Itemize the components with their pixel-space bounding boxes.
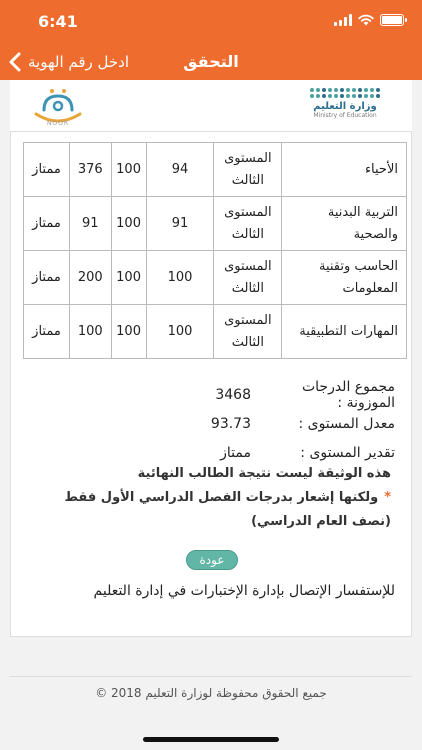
table-row — [24, 143, 407, 197]
status-bar — [0, 0, 422, 44]
note-line-2-text: ولكنها إشعار بدرجات الفصل الدراسي الأول فقط — [64, 490, 379, 505]
grade-cell: ممتاز — [24, 251, 70, 305]
nav-title: التحقق — [183, 52, 239, 71]
total-value: 3468 — [215, 386, 251, 403]
level-cell: المستوى الثالث — [214, 305, 282, 359]
note-line-2 — [21, 486, 391, 510]
summary-section — [23, 380, 395, 467]
average-label: معدل المستوى : — [298, 415, 395, 432]
wifi-icon — [358, 14, 374, 26]
status-icons — [334, 14, 404, 26]
results-card — [10, 132, 412, 637]
max-score-cell: 100 — [111, 305, 146, 359]
subject-cell: التربية البدنية والصحية — [282, 197, 407, 251]
status-time: 6:41 — [38, 12, 78, 31]
notes-section — [21, 462, 391, 534]
average-value: 93.73 — [210, 415, 251, 432]
max-score-cell: 100 — [111, 143, 146, 197]
subject-cell: المهارات التطبيقية — [282, 305, 407, 359]
grades-table — [23, 142, 407, 359]
ministry-logo — [300, 88, 390, 119]
table-row — [24, 305, 407, 359]
summary-row-average — [23, 409, 395, 438]
ministry-name-en: Ministry of Education — [313, 112, 377, 119]
score-cell: 91 — [146, 197, 214, 251]
score-cell: 94 — [146, 143, 214, 197]
subject-cell: الأحياء — [282, 143, 407, 197]
max-score-cell: 100 — [111, 197, 146, 251]
score-cell: 100 — [146, 305, 214, 359]
ministry-name: وزارة التعليم — [313, 101, 377, 112]
back-button[interactable]: عودة — [186, 550, 238, 570]
weighted-total-cell: 100 — [69, 305, 111, 359]
table-row — [24, 251, 407, 305]
grade-cell: ممتاز — [24, 143, 70, 197]
page-header — [10, 80, 412, 132]
footer-copyright: جميع الحقوق محفوظة لوزارة التعليم 2018 © — [95, 686, 327, 700]
nav-bar — [0, 44, 422, 80]
summary-row-total — [23, 380, 395, 409]
level-cell: المستوى الثالث — [214, 197, 282, 251]
rating-label: تقدير المستوى : — [300, 444, 395, 461]
home-indicator[interactable] — [143, 737, 279, 742]
max-score-cell: 100 — [111, 251, 146, 305]
note-line-3: (نصف العام الدراسي) — [251, 514, 391, 529]
contact-text: للإستفسار الإتصال بإدارة الإختبارات في إدارة التعليم — [93, 583, 395, 599]
score-cell: 100 — [146, 251, 214, 305]
level-cell: المستوى الثالث — [214, 251, 282, 305]
grade-cell: ممتاز — [24, 305, 70, 359]
nav-back-label: ادخل رقم الهوية — [28, 53, 130, 71]
battery-icon — [380, 14, 404, 26]
note-line-1: هذه الوثيقة ليست نتيجة الطالب النهائية — [137, 466, 391, 481]
level-cell: المستوى الثالث — [214, 143, 282, 197]
bullet-icon: * — [384, 490, 391, 505]
grade-cell: ممتاز — [24, 197, 70, 251]
battery-fill — [382, 16, 402, 24]
weighted-total-cell: 376 — [69, 143, 111, 197]
subject-cell: الحاسب وتقنية المعلومات — [282, 251, 407, 305]
table-row — [24, 197, 407, 251]
ministry-logo-icon — [300, 88, 390, 98]
weighted-total-cell: 200 — [69, 251, 111, 305]
footer-divider — [10, 676, 412, 677]
rating-value: ممتاز — [220, 444, 251, 461]
noor-text: NOOR — [46, 120, 70, 127]
weighted-total-cell: 91 — [69, 197, 111, 251]
signal-icon — [334, 14, 352, 26]
total-label: مجموع الدرجات الموزونة : — [301, 378, 395, 411]
